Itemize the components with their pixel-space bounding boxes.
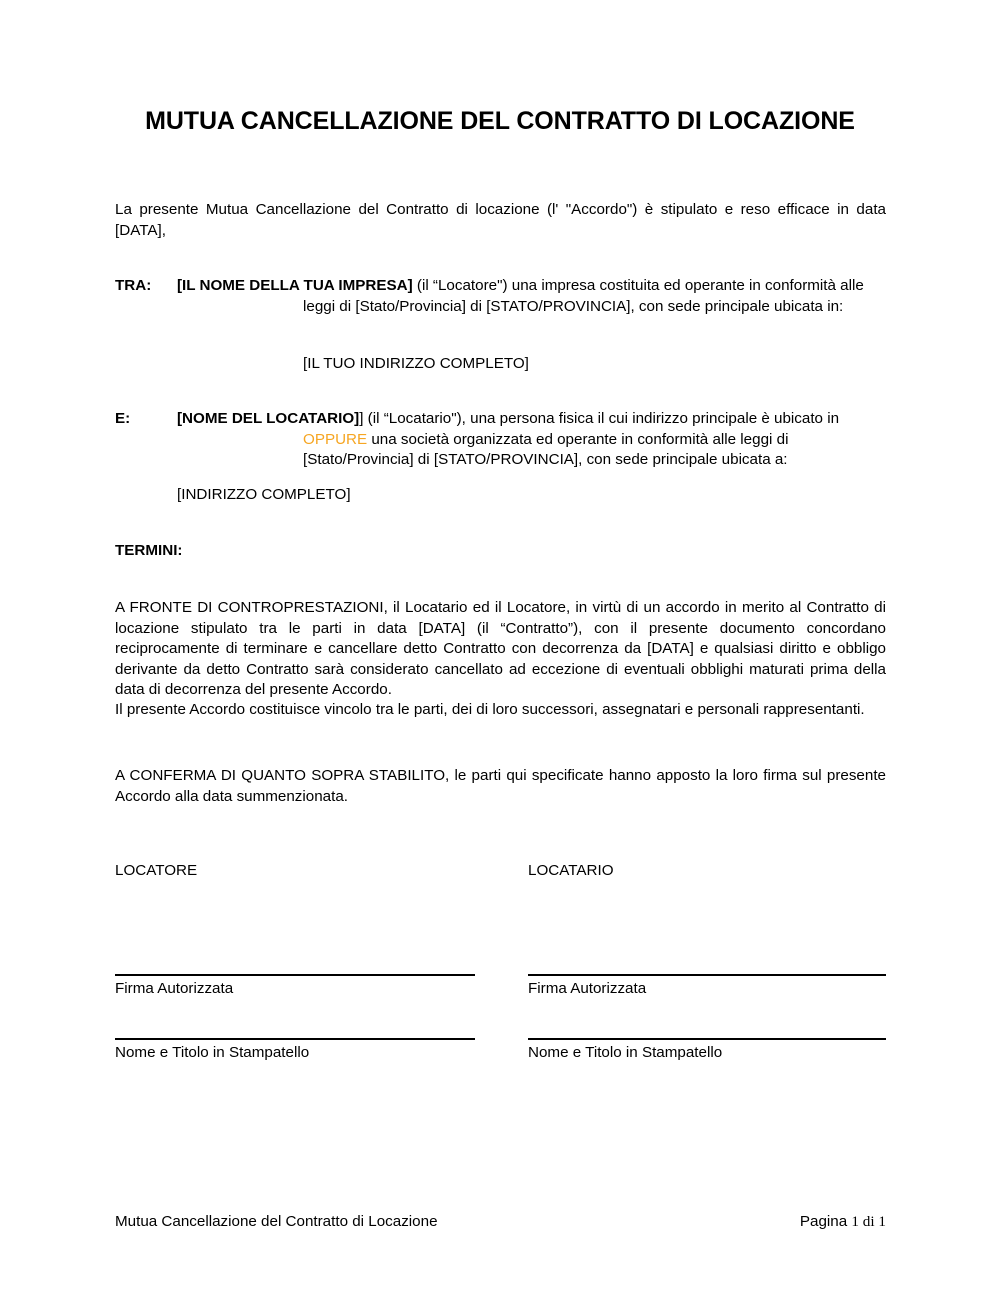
landlord-address-placeholder: [IL TUO INDIRIZZO COMPLETO]: [303, 355, 529, 372]
terms-heading: TERMINI:: [115, 542, 183, 559]
tenant-address-placeholder: [INDIRIZZO COMPLETO]: [177, 486, 351, 503]
landlord-description: (il “Locatore") una impresa costituita ed operante in conformità alle leggi di [Stato/Provincia] di [STATO/PROVINCIA], con sede principale ubicata in:: [303, 277, 864, 315]
signature-block-landlord: [115, 861, 475, 1064]
terms-paragraph-1: A FRONTE DI CONTROPRESTAZIONI, il Locatario ed il Locatore, in virtù di un accordo in merito al Contratto di locazione stipulato tra le parti in data [DATA] (il “Contratto”), con il presente documento concordano reciprocamente di terminare e cancellare detto Contratto con decorrenza da [DATA] e qualsiasi diritto e obbligo derivante da detto Contratto sarà considerato cancellato ad eccezione di eventuali obblighi maturati prima della data di decorrenza del presente Accordo.: [115, 599, 886, 698]
signature-columns: [115, 861, 886, 1061]
printed-name-caption-tenant: Nome e Titolo in Stampatello: [528, 1044, 723, 1061]
tenant-description-after: una società organizzata ed operante in conformità alle leggi di [Stato/Provincia] di [STATO/PROVINCIA], con sede principale ubicata a:: [303, 430, 789, 468]
party-row-landlord: [115, 276, 886, 317]
footer-document-name: Mutua Cancellazione del Contratto di Locazione: [115, 1213, 438, 1230]
signature-block-tenant: [528, 861, 886, 1064]
signature-heading-tenant: LOCATARIO: [528, 862, 614, 879]
footer-page-number: 1 di 1: [851, 1213, 886, 1230]
footer-page-label: Pagina: [799, 1213, 852, 1230]
tenant-name-placeholder: [NOME DEL LOCATARIO]: [177, 410, 360, 427]
terms-paragraph-3: A CONFERMA DI QUANTO SOPRA STABILITO, le parti qui specificate hanno apposto la loro firma sul presente Accordo alla data summenzionata.: [115, 767, 886, 805]
party-block-landlord: [115, 276, 886, 317]
printed-name-caption-landlord: Nome e Titolo in Stampatello: [115, 1044, 310, 1061]
intro-paragraph: La presente Mutua Cancellazione del Contratto di locazione (l' "Accordo") è stipulato e reso efficace in data [DATA],: [115, 201, 886, 239]
tenant-description-before: ] (il “Locatario"), una persona fisica il cui indirizzo principale è ubicato in: [359, 410, 840, 427]
signature-heading-landlord: LOCATORE: [115, 862, 198, 879]
party-row-tenant: [115, 409, 886, 471]
oppure-highlight: OPPURE: [303, 430, 368, 448]
party-label-landlord: TRA:: [115, 277, 152, 294]
signature-caption-landlord: Firma Autorizzata: [115, 979, 234, 997]
party-label-tenant: E:: [115, 410, 131, 427]
landlord-name-placeholder: [IL NOME DELLA TUA IMPRESA]: [177, 277, 413, 294]
signature-area: [115, 861, 886, 1061]
footer-pagination: [800, 1212, 886, 1233]
party-body-tenant: [177, 409, 886, 471]
party-block-tenant: [115, 409, 886, 471]
terms-paragraph-2: Il presente Accordo costituisce vincolo tra le parti, dei di loro successori, assegnatari e personali rappresentanti.: [115, 701, 865, 718]
party-body-landlord: [177, 276, 886, 317]
page-title: MUTUA CANCELLAZIONE DEL CONTRATTO DI LOCAZIONE: [145, 107, 855, 135]
signature-caption-tenant: Firma Autorizzata: [528, 979, 647, 997]
